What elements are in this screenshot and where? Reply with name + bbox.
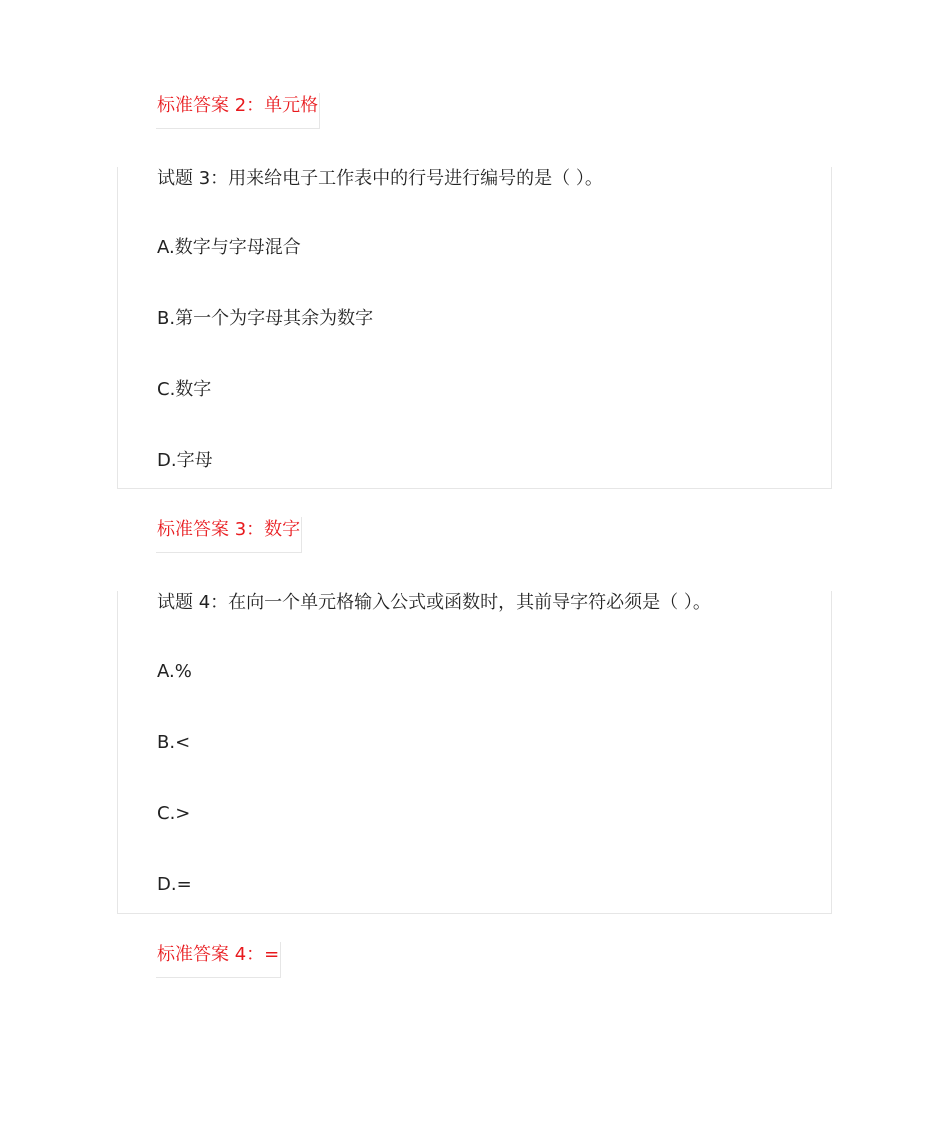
question-3-option-c: C.数字: [157, 379, 212, 400]
question-3-option-a: A.数字与字母混合: [157, 237, 301, 258]
question-4-option-c: C.>: [157, 803, 191, 824]
question-4-option-a: A.%: [157, 661, 192, 682]
question-3-stem: 试题 3：用来给电子工作表中的行号进行编号的是（ ）。: [157, 168, 603, 189]
question-3-option-b: B.第一个为字母其余为数字: [157, 308, 374, 329]
standard-answer-4: 标准答案 4：=: [156, 942, 281, 978]
question-4-option-b: B.<: [157, 732, 191, 753]
question-4-card: [117, 591, 832, 914]
question-4-stem: 试题 4：在向一个单元格输入公式或函数时，其前导字符必须是（ ）。: [157, 592, 711, 613]
standard-answer-3: 标准答案 3：数字: [156, 517, 302, 553]
question-3-option-d: D.字母: [157, 450, 213, 471]
question-3-card: [117, 167, 832, 489]
question-4-option-d: D.=: [157, 874, 192, 895]
standard-answer-2: 标准答案 2：单元格: [156, 93, 320, 129]
